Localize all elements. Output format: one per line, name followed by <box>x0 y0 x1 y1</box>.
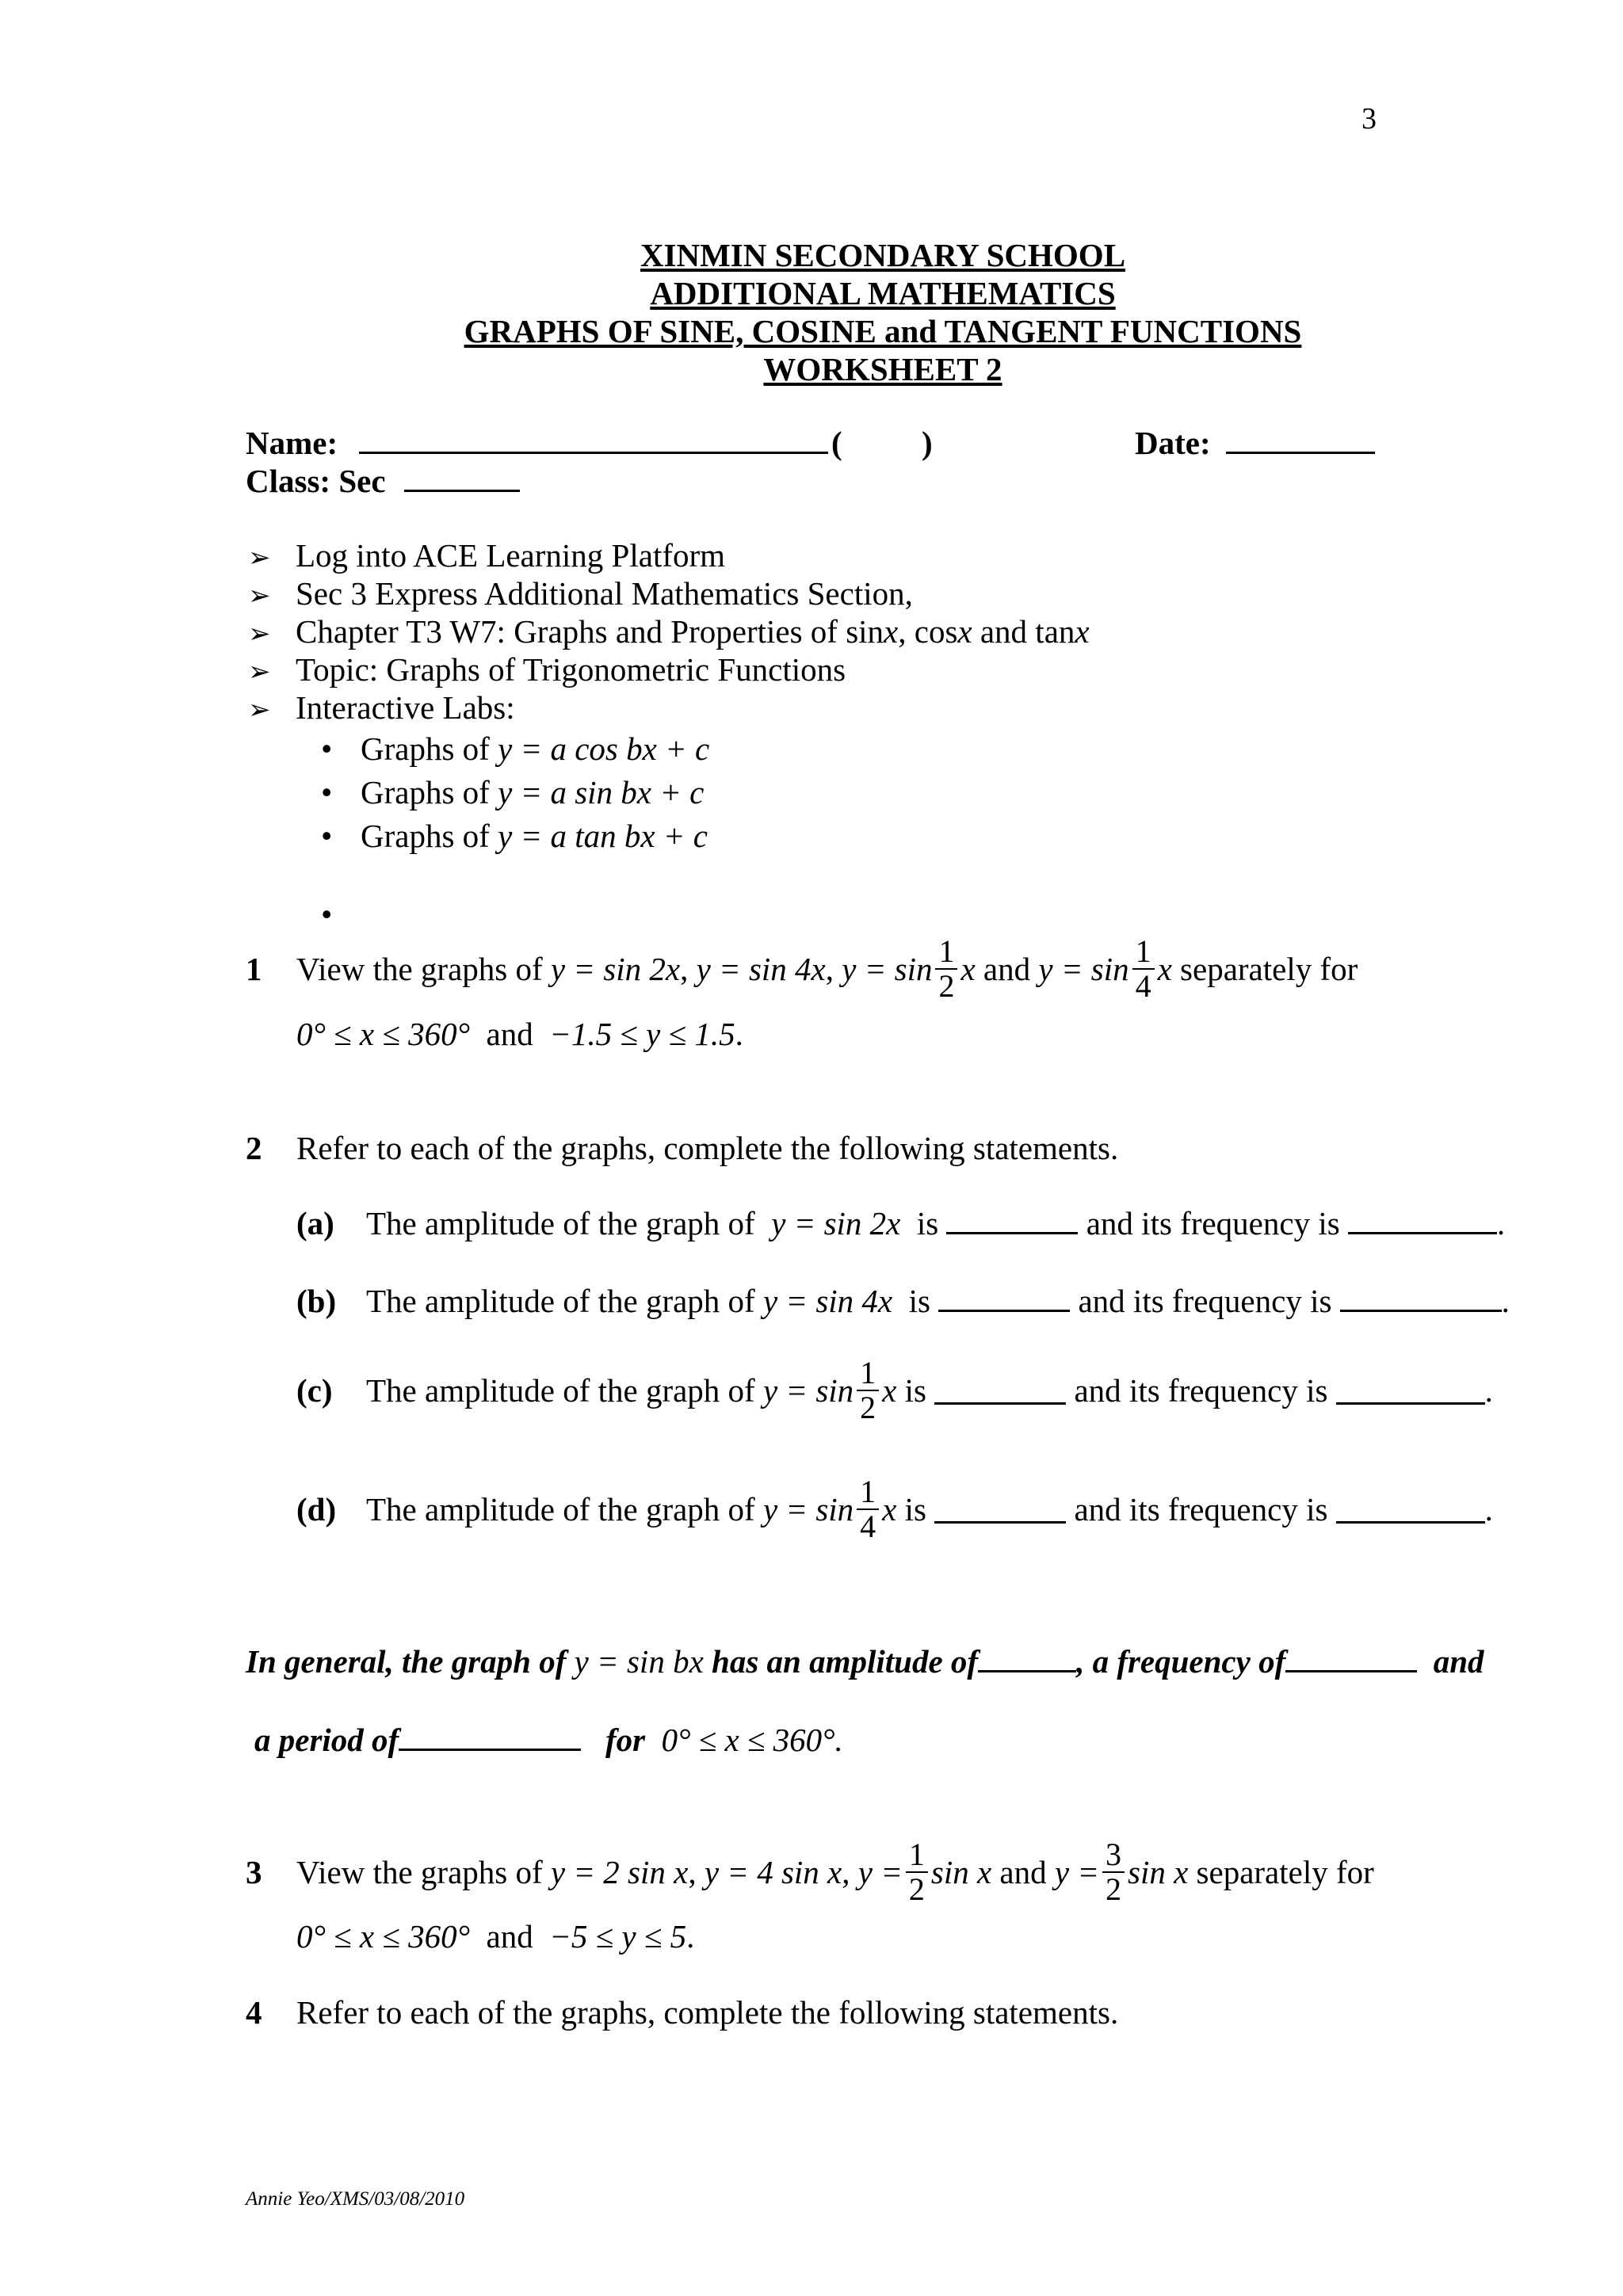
answer-blank[interactable] <box>399 1723 581 1751</box>
empty-bullet <box>321 895 361 933</box>
question-2a: (a) The amplitude of the graph of y = sin 2x is and its frequency is . <box>296 1205 1506 1241</box>
fraction: $\frac{1}{4}$ <box>857 1475 879 1543</box>
general-statement-line2: a period of for 0° ≤ x ≤ 360°. <box>254 1722 843 1758</box>
arrow-bullet-icon: ➢ <box>248 696 271 725</box>
answer-blank[interactable] <box>1336 1377 1485 1405</box>
question-2d: (d) The amplitude of the graph of y = sin $\frac{1}{4}$ x is and its frequency is . <box>296 1474 1493 1544</box>
answer-blank[interactable] <box>1336 1496 1485 1524</box>
lab-item[interactable]: • Graphs of y = a sin bx + c <box>321 774 705 810</box>
answer-blank[interactable] <box>938 1284 1070 1312</box>
topic-title: GRAPHS OF SINE, COSINE and TANGENT FUNCTIONS <box>464 313 1302 349</box>
instruction-item: ➢ Sec 3 Express Additional Mathematics Section, <box>248 575 913 612</box>
fraction: $\frac{1}{4}$ <box>1132 935 1155 1003</box>
name-label: Name: <box>246 425 338 461</box>
question-2b: (b) The amplitude of the graph of y = sin 4x is and its frequency is . <box>296 1283 1510 1319</box>
instruction-item: ➢ Log into ACE Learning Platform <box>248 537 726 574</box>
date-label: Date: <box>1135 425 1211 461</box>
answer-blank[interactable] <box>934 1496 1066 1524</box>
answer-blank[interactable] <box>978 1645 1076 1672</box>
fraction: $\frac{1}{2}$ <box>935 935 957 1003</box>
worksheet-title: WORKSHEET 2 <box>763 351 1002 387</box>
subject-title: ADDITIONAL MATHEMATICS <box>650 275 1116 311</box>
bullet-icon: • <box>321 730 333 767</box>
question-4: 4 Refer to each of the graphs, complete the following statements. <box>246 1994 1119 2031</box>
answer-blank[interactable] <box>934 1377 1066 1405</box>
name-field[interactable] <box>359 423 828 454</box>
class-label: Class: Sec <box>246 463 386 499</box>
answer-blank[interactable] <box>1340 1284 1502 1312</box>
instruction-item: ➢ Topic: Graphs of Trigonometric Functions <box>248 651 846 688</box>
index-paren-open: ( <box>831 425 842 461</box>
arrow-bullet-icon: ➢ <box>248 620 271 649</box>
arrow-bullet-icon: ➢ <box>248 582 271 611</box>
question-3-range: 0° ≤ x ≤ 360° and −5 ≤ y ≤ 5. <box>296 1918 695 1955</box>
fraction: $\frac{1}{2}$ <box>906 1838 928 1906</box>
index-paren-close: ) <box>922 425 933 461</box>
fraction: $\frac{3}{2}$ <box>1102 1838 1125 1906</box>
school-title: XINMIN SECONDARY SCHOOL <box>640 237 1126 273</box>
general-statement-line1: In general, the graph of y = sin bx has an amplitude of , a frequency of and <box>246 1643 1484 1680</box>
footer-credit: Annie Yeo/XMS/03/08/2010 <box>246 2188 465 2210</box>
bullet-icon: • <box>321 818 333 854</box>
question-1-range: 0° ≤ x ≤ 360° and −1.5 ≤ y ≤ 1.5. <box>296 1016 743 1052</box>
question-1: 1 View the graphs of y = sin 2x , y = sin 4x , y = sin $\frac{1}{2}$ x and y = sin $\frac{1}{4}$ x separately for <box>246 933 1358 1004</box>
page-number: 3 <box>1361 102 1377 135</box>
arrow-bullet-icon: ➢ <box>248 658 271 687</box>
answer-blank[interactable] <box>1348 1207 1497 1234</box>
bullet-icon: • <box>321 774 333 810</box>
fraction: $\frac{1}{2}$ <box>857 1356 879 1425</box>
instruction-item: ➢ Interactive Labs: <box>248 689 515 726</box>
question-3: 3 View the graphs of y = 2 sin x , y = 4 sin x , y = $\frac{1}{2}$ sin x and y = $\frac{3}{2}$ sin x separately for <box>246 1836 1374 1907</box>
date-field[interactable] <box>1226 423 1375 454</box>
answer-blank[interactable] <box>1285 1645 1417 1672</box>
class-field[interactable] <box>404 461 520 492</box>
question-2: 2 Refer to each of the graphs, complete the following statements. <box>246 1130 1119 1166</box>
arrow-bullet-icon: ➢ <box>248 543 271 573</box>
bullet-icon: • <box>321 896 333 933</box>
answer-blank[interactable] <box>946 1207 1078 1234</box>
instruction-item: ➢ Chapter T3 W7: Graphs and Properties of sinx, cosx and tanx <box>248 613 1090 650</box>
question-2c: (c) The amplitude of the graph of y = sin $\frac{1}{2}$ x is and its frequency is . <box>296 1355 1493 1425</box>
lab-item[interactable]: • Graphs of y = a tan bx + c <box>321 818 708 854</box>
lab-item[interactable]: • Graphs of y = a cos bx + c <box>321 730 710 767</box>
